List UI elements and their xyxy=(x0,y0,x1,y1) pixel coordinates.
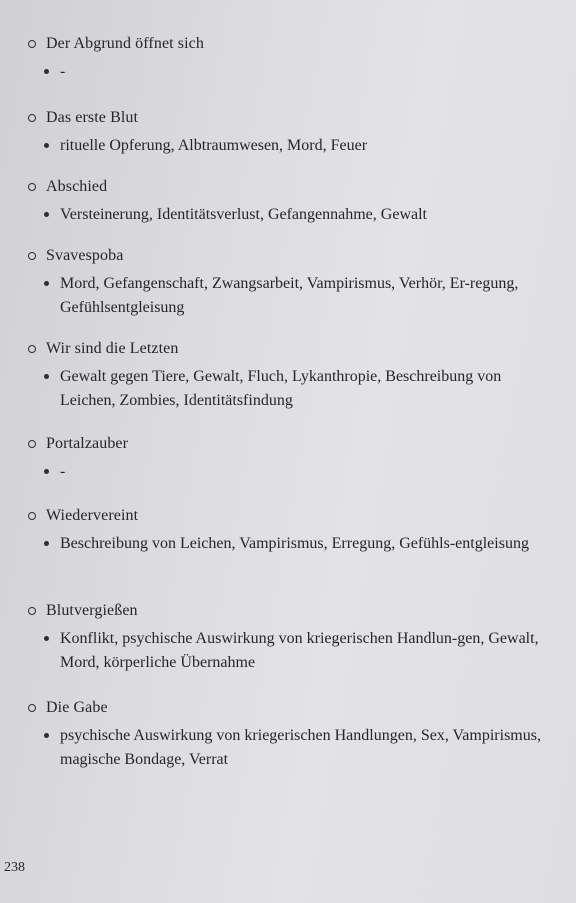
circle-bullet-icon xyxy=(28,607,36,615)
chapter-title: Der Abgrund öffnet sich xyxy=(28,34,558,54)
chapter-title: Wir sind die Letzten xyxy=(28,339,558,359)
chapter-entry xyxy=(28,698,558,772)
chapter-entry xyxy=(28,108,558,158)
chapter-entry xyxy=(28,601,558,675)
bullet-icon xyxy=(44,143,49,148)
content-warnings: psychische Auswirkung von kriegerischen Handlungen, Sex, Vampirismus, magische Bondage, Verrat xyxy=(44,724,558,772)
circle-bullet-icon xyxy=(28,183,36,191)
bullet-icon xyxy=(44,636,49,641)
bullet-icon xyxy=(44,281,49,286)
circle-bullet-icon xyxy=(28,704,36,712)
bullet-icon xyxy=(44,733,49,738)
chapter-entry xyxy=(28,177,558,227)
page-number: 238 xyxy=(4,860,25,875)
content-warnings: Gewalt gegen Tiere, Gewalt, Fluch, Lykanthropie, Beschreibung von Leichen, Zombies, Identitätsfindung xyxy=(44,365,558,413)
content-warnings: Beschreibung von Leichen, Vampirismus, Erregung, Gefühls-entgleisung xyxy=(44,532,558,556)
bullet-icon xyxy=(44,541,49,546)
chapter-title: Portalzauber xyxy=(28,434,558,454)
content-warnings: Konflikt, psychische Auswirkung von kriegerischen Handlun-gen, Gewalt, Mord, körperliche Übernahme xyxy=(44,627,558,675)
chapter-entry xyxy=(28,246,558,320)
chapter-title: Das erste Blut xyxy=(28,108,558,128)
chapter-entry xyxy=(28,506,558,556)
bullet-icon xyxy=(44,469,49,474)
chapter-title: Abschied xyxy=(28,177,558,197)
circle-bullet-icon xyxy=(28,114,36,122)
content-warnings: rituelle Opferung, Albtraumwesen, Mord, Feuer xyxy=(44,134,558,158)
circle-bullet-icon xyxy=(28,440,36,448)
chapter-entry xyxy=(28,34,558,84)
chapter-title: Die Gabe xyxy=(28,698,558,718)
chapter-entry xyxy=(28,339,558,413)
circle-bullet-icon xyxy=(28,345,36,353)
bullet-icon xyxy=(44,374,49,379)
chapter-title: Wiedervereint xyxy=(28,506,558,526)
content-warnings: Mord, Gefangenschaft, Zwangsarbeit, Vampirismus, Verhör, Er-regung, Gefühlsentgleisung xyxy=(44,272,558,320)
circle-bullet-icon xyxy=(28,252,36,260)
chapter-title: Blutvergießen xyxy=(28,601,558,621)
chapter-entry xyxy=(28,434,558,484)
circle-bullet-icon xyxy=(28,40,36,48)
bullet-icon xyxy=(44,212,49,217)
content-warnings: - xyxy=(44,60,558,84)
content-warnings: Versteinerung, Identitätsverlust, Gefangennahme, Gewalt xyxy=(44,203,558,227)
circle-bullet-icon xyxy=(28,512,36,520)
chapter-title: Svavespoba xyxy=(28,246,558,266)
content-warnings: - xyxy=(44,460,558,484)
bullet-icon xyxy=(44,69,49,74)
